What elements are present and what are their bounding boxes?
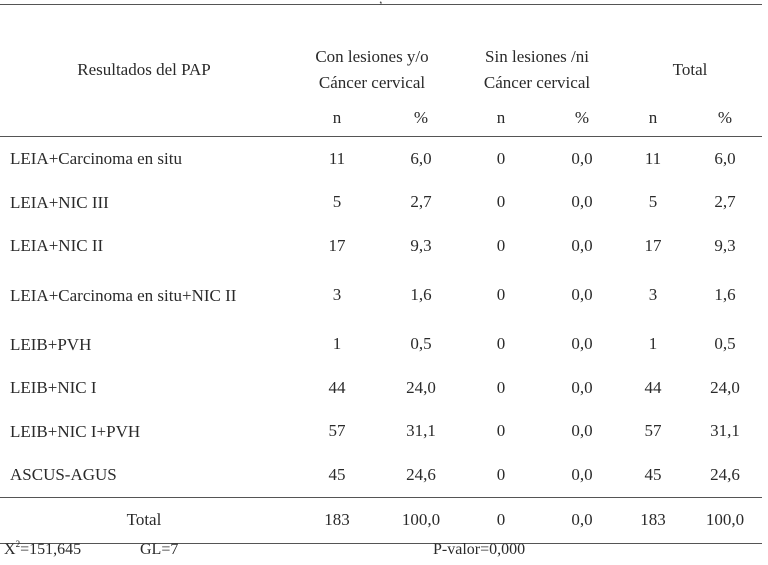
subheader-n: n: [456, 100, 546, 137]
results-table: [0, 40, 762, 544]
subheader-n: n: [288, 100, 386, 137]
cell-pct: 0,0: [571, 334, 593, 354]
header-row: [0, 40, 762, 100]
subheader-blank: [0, 100, 288, 137]
row-label: LEIB+NIC I+PVH: [10, 421, 141, 441]
cell-pct: 0,0: [571, 148, 593, 168]
cell-n: 0: [496, 148, 506, 168]
caption-fragment: [379, 0, 383, 8]
total-pct: 100,0: [688, 497, 762, 543]
subheader-pct: %: [546, 100, 618, 137]
cell-pct: 24,0: [406, 377, 436, 397]
subheader-row: [0, 100, 762, 137]
cell-pct: 0,5: [714, 334, 736, 354]
cell-pct: 6,0: [714, 148, 736, 168]
cell-pct: 6,0: [410, 148, 432, 168]
cell-n: 57: [644, 421, 662, 441]
cell-n: 3: [648, 285, 658, 304]
group-header-line: Sin lesiones /ni: [485, 47, 589, 66]
table-row: [0, 181, 762, 225]
cell-pct: 2,7: [410, 192, 432, 212]
cell-n: 0: [496, 464, 506, 484]
subheader-n: n: [618, 100, 688, 137]
row-label: LEIA+NIC II: [10, 236, 104, 256]
row-label: LEIB+NIC I: [10, 378, 97, 398]
chi-square-stat: [4, 541, 81, 559]
cell-pct: 24,6: [406, 464, 436, 484]
group-header-line: Cáncer cervical: [483, 73, 591, 92]
cell-n: 44: [644, 377, 662, 397]
degrees-of-freedom: GL=7: [140, 541, 179, 558]
cell-pct: 24,6: [710, 464, 740, 484]
cell-n: 44: [328, 377, 346, 397]
total-label: Total: [0, 497, 288, 543]
cell-n: 57: [328, 421, 346, 441]
cell-n: 45: [328, 464, 346, 484]
row-label: LEIA+Carcinoma en situ+NIC II: [10, 285, 237, 305]
cell-pct: 0,0: [571, 192, 593, 212]
cell-pct: 0,0: [571, 377, 593, 397]
total-pct: 100,0: [386, 497, 456, 543]
table-row: [0, 323, 762, 367]
table-row: [0, 137, 762, 181]
cell-n: 0: [496, 421, 506, 441]
table-row: [0, 366, 762, 410]
cell-pct: 31,1: [406, 421, 436, 441]
row-label: LEIA+NIC III: [10, 192, 109, 212]
chi-value: =151,645: [20, 541, 82, 558]
cell-pct: 2,7: [714, 192, 736, 212]
total-row: [0, 497, 762, 543]
table-row: [0, 410, 762, 454]
column-group-sin-lesiones: [456, 40, 618, 100]
cell-pct: 0,0: [571, 285, 593, 304]
cell-n: 0: [496, 235, 506, 255]
cell-pct: 0,0: [571, 464, 593, 484]
cell-pct: 0,5: [410, 334, 432, 354]
cell-n: 3: [332, 285, 342, 304]
total-pct: 0,0: [546, 497, 618, 543]
row-label: ASCUS-AGUS: [10, 465, 117, 485]
cell-n: 11: [644, 148, 662, 168]
cell-pct: 31,1: [710, 421, 740, 441]
cell-pct: 9,3: [714, 235, 736, 255]
cell-n: 0: [496, 192, 506, 212]
subheader-pct: %: [386, 100, 456, 137]
column-group-con-lesiones: [288, 40, 456, 100]
table-row: [0, 268, 762, 323]
cell-n: 17: [644, 235, 662, 255]
cell-n: 0: [496, 334, 506, 354]
group-header-line: Cáncer cervical: [318, 73, 426, 92]
cell-pct: 24,0: [710, 377, 740, 397]
total-n: 183: [618, 497, 688, 543]
group-header-line: Con lesiones y/o: [315, 47, 429, 66]
cell-pct: 9,3: [410, 235, 432, 255]
cell-pct: 0,0: [571, 421, 593, 441]
table-row: [0, 224, 762, 268]
cell-pct: 0,0: [571, 235, 593, 255]
cell-n: 0: [496, 377, 506, 397]
cell-n: 5: [332, 192, 342, 212]
column-header-resultados: Resultados del PAP: [77, 60, 211, 79]
table-row: [0, 453, 762, 497]
cell-n: 1: [332, 334, 342, 354]
chi-superscript: 2: [15, 539, 21, 549]
cell-n: 17: [328, 235, 346, 255]
cell-n: 45: [644, 464, 662, 484]
total-n: 0: [456, 497, 546, 543]
cell-n: 5: [648, 192, 658, 212]
cell-pct: 1,6: [410, 285, 432, 304]
cell-n: 0: [496, 285, 506, 304]
p-value: P-valor=0,000: [433, 541, 526, 558]
subheader-pct: %: [688, 100, 762, 137]
cell-n: 1: [648, 334, 658, 354]
chi-prefix: X: [4, 541, 16, 558]
cell-pct: 1,6: [714, 285, 736, 304]
column-group-total: Total: [672, 60, 708, 79]
total-n: 183: [288, 497, 386, 543]
row-label: LEIB+PVH: [10, 334, 92, 354]
row-label: LEIA+Carcinoma en situ: [10, 149, 182, 169]
cell-n: 11: [328, 148, 346, 168]
